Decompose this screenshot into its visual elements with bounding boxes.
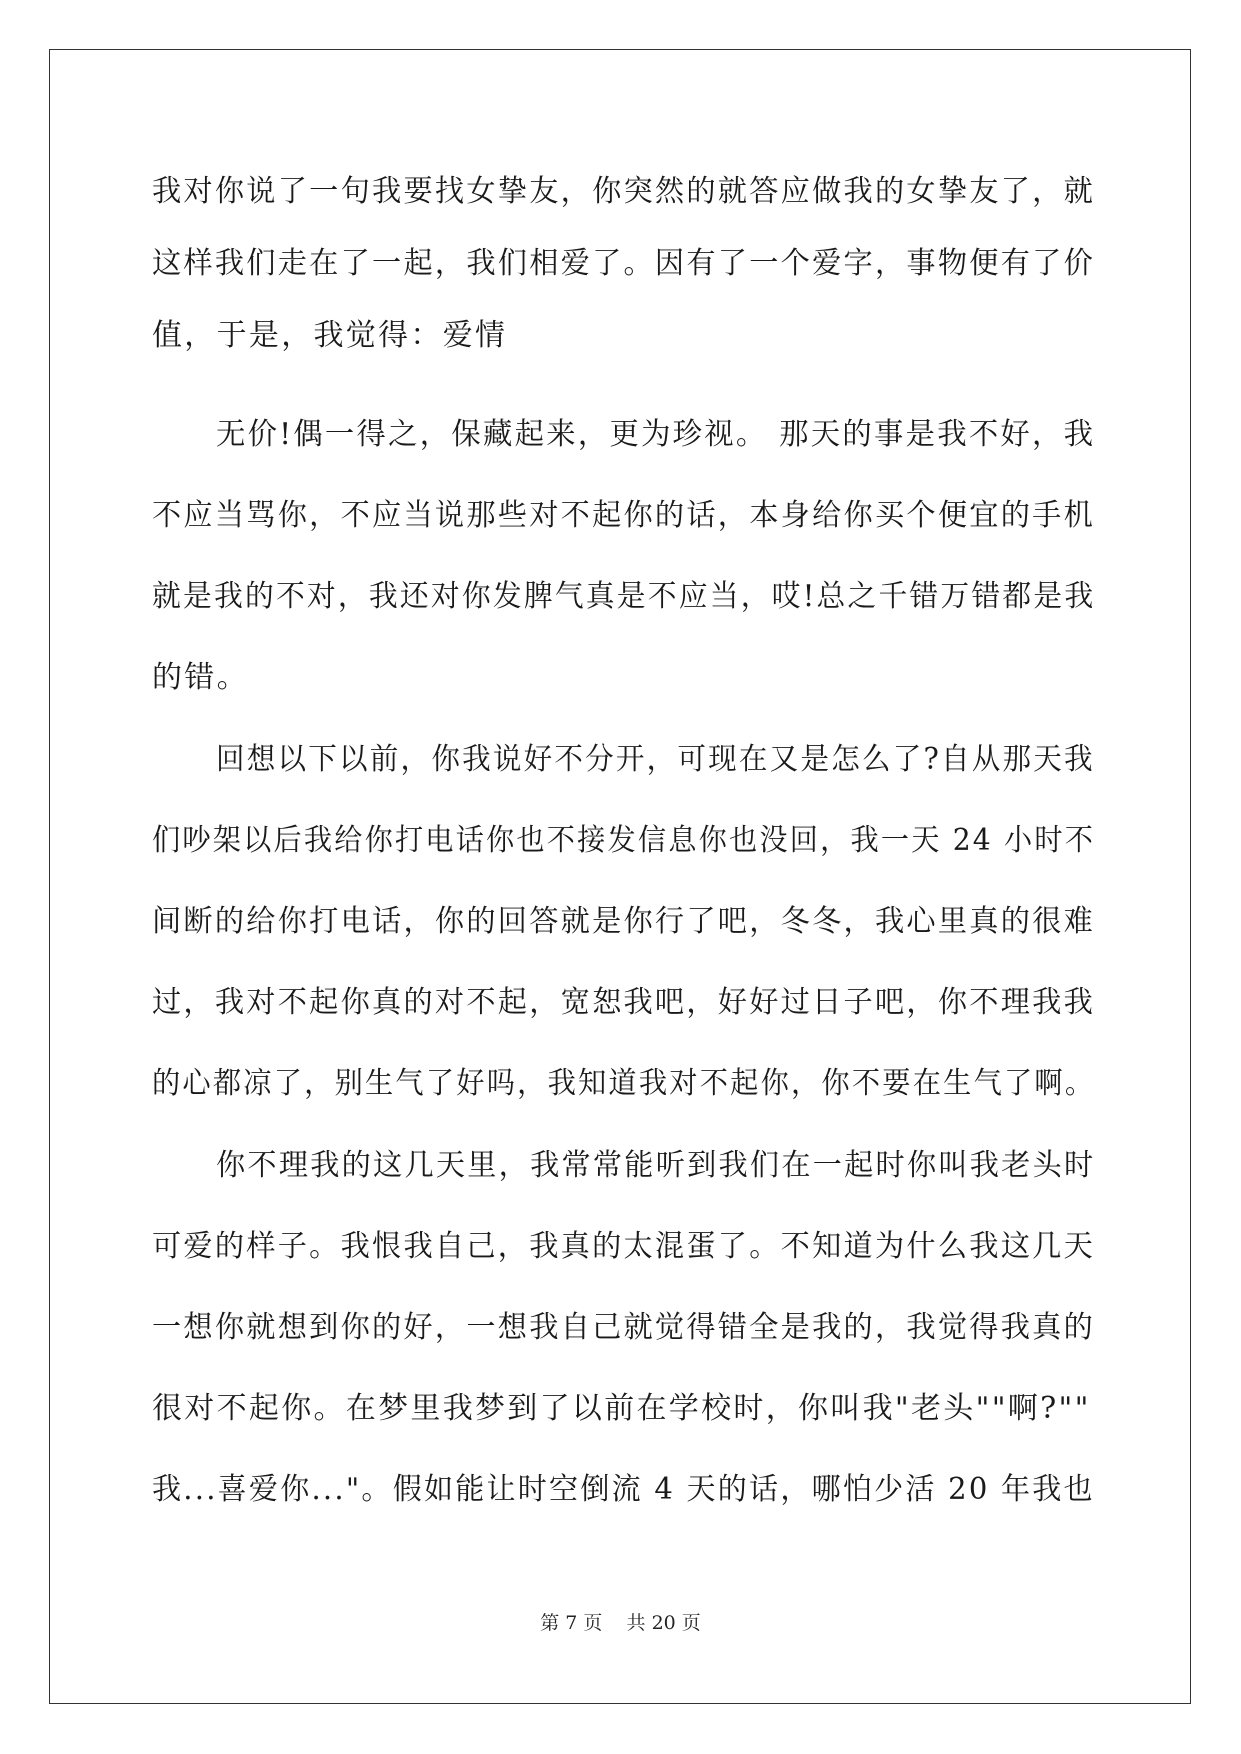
text-line: 的心都凉了，别生气了好吗，我知道我对不起你，你不要在生气了啊。 [152, 1066, 1096, 1101]
page-total: 共 20 页 [626, 1612, 701, 1634]
text-line: 就是我的不对，我还对你发脾气真是不应当，哎!总之千错万错都是我 [152, 579, 1096, 614]
text-line: 过，我对不起你真的对不起，宽恕我吧，好好过日子吧，你不理我我 [152, 985, 1095, 1020]
text-line: 我对你说了一句我要找女挚友，你突然的就答应做我的女挚友了，就 [152, 174, 1095, 209]
page-border [49, 49, 1191, 1704]
text-line: 一想你就想到你的好，一想我自己就觉得错全是我的，我觉得我真的 [152, 1310, 1095, 1345]
text-line: 无价!偶一得之，保藏起来，更为珍视。 那天的事是我不好，我 [216, 417, 1096, 452]
text-line: 间断的给你打电话，你的回答就是你行了吧，冬冬，我心里真的很难 [152, 904, 1095, 939]
text-line: 的错。 [152, 660, 249, 695]
page-number: 第 7 页 [540, 1612, 603, 1634]
text-line: 这样我们走在了一起，我们相爱了。因有了一个爱字，事物便有了价 [152, 246, 1095, 281]
page-footer [0, 1611, 1241, 1635]
text-line: 我...喜爱你..."。假如能让时空倒流 4 天的话，哪怕少活 20 年我也 [152, 1472, 1095, 1507]
text-line: 回想以下以前，你我说好不分开，可现在又是怎么了?自从那天我 [216, 742, 1095, 777]
text-line: 很对不起你。在梦里我梦到了以前在学校时，你叫我"老头""啊?"" [152, 1391, 1091, 1426]
text-line: 可爱的样子。我恨我自己，我真的太混蛋了。不知道为什么我这几天 [152, 1229, 1095, 1264]
text-line: 值，于是，我觉得：爱情 [152, 318, 508, 353]
text-line: 们吵架以后我给你打电话你也不接发信息你也没回，我一天 24 小时不 [152, 823, 1096, 858]
text-line: 不应当骂你，不应当说那些对不起你的话，本身给你买个便宜的手机 [152, 498, 1095, 533]
text-line: 你不理我的这几天里，我常常能听到我们在一起时你叫我老头时 [216, 1148, 1096, 1183]
